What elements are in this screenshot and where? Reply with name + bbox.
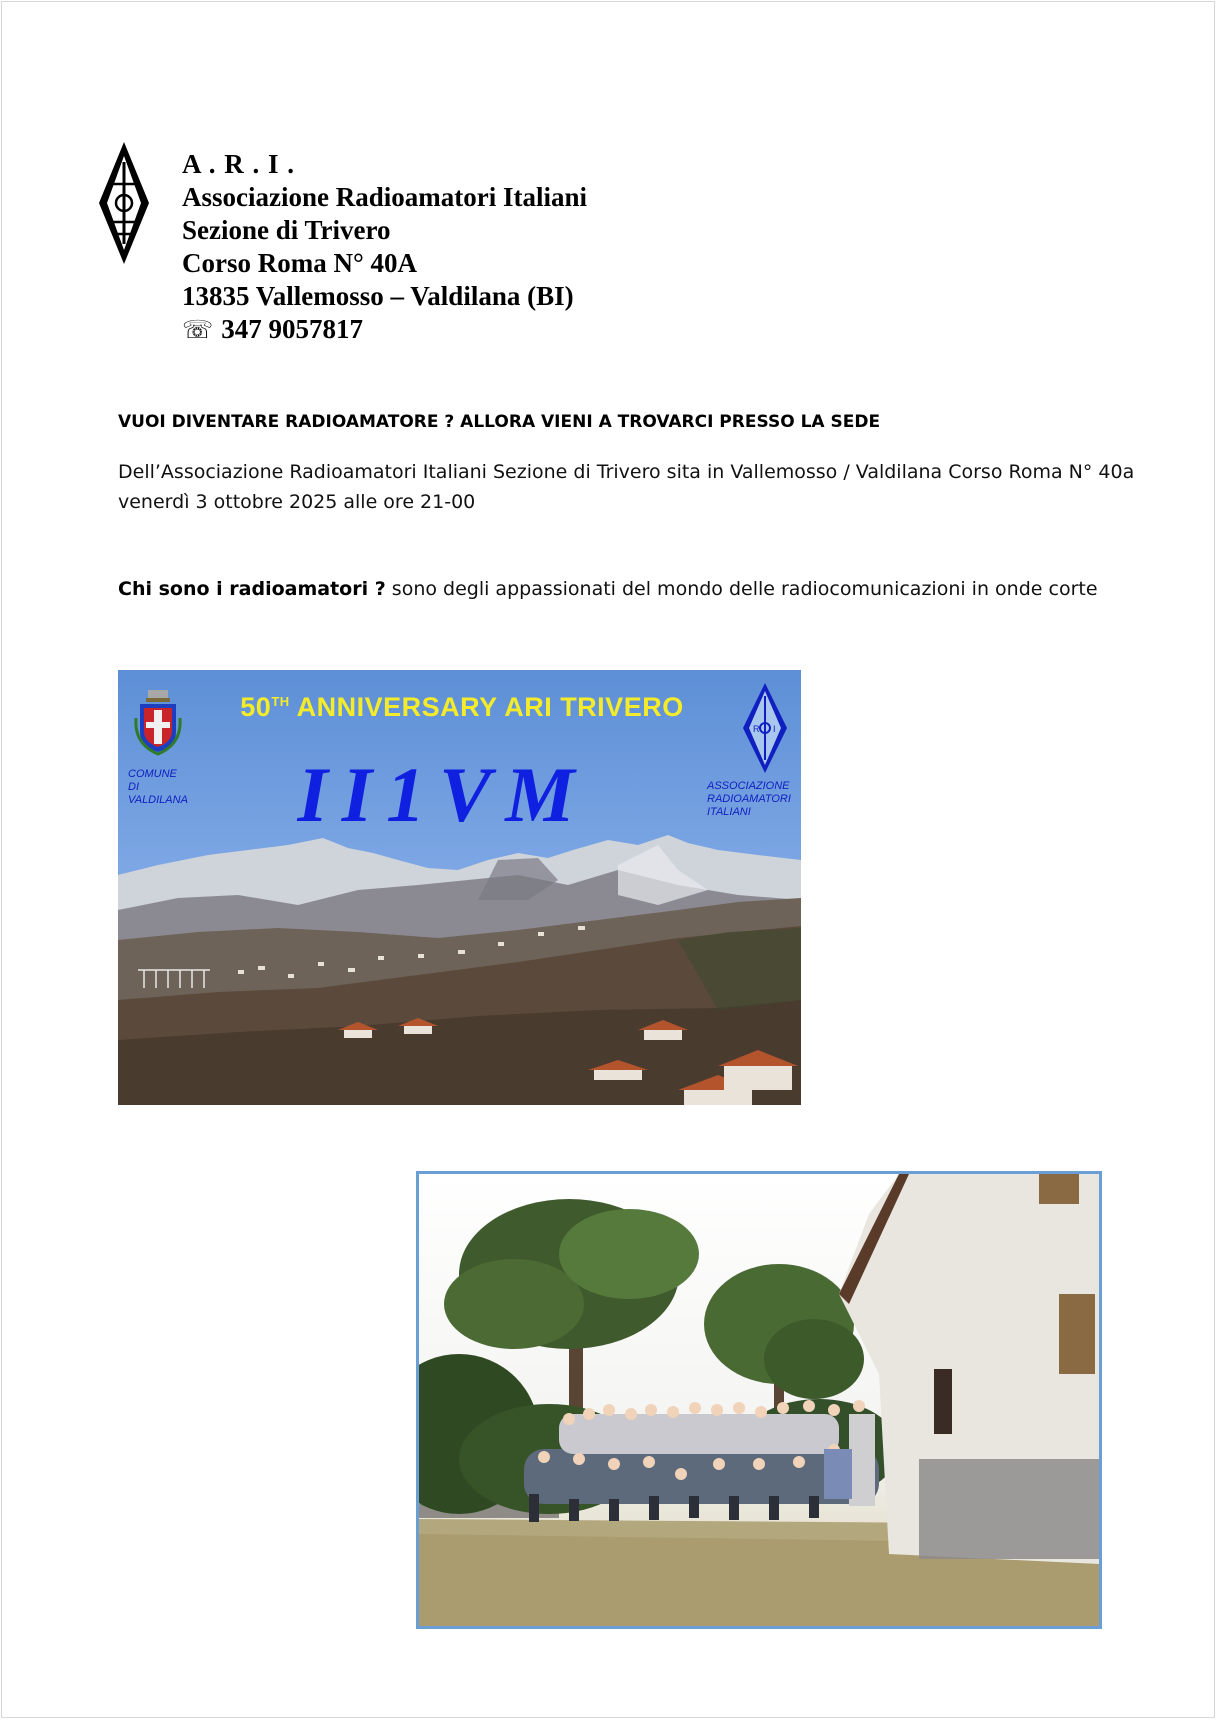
people-group	[524, 1400, 879, 1522]
qsl-title-text: ANNIVERSARY ARI TRIVERO	[289, 692, 684, 722]
invitation-line-1: Dell’Associazione Radioamatori Italiani Sezione di Trivero sita in Vallemosso / Valdilana Corso Roma N° 40a	[118, 461, 1135, 483]
association-label-line-1: ASSOCIAZIONE	[707, 780, 790, 792]
svg-text:R: R	[753, 724, 760, 734]
who-question: Chi sono i radioamatori ?	[118, 578, 386, 600]
comune-label-line-2: DI	[128, 781, 139, 793]
letterhead-phone-line	[182, 313, 587, 346]
document-page	[1, 1, 1215, 1718]
who-answer: sono degli appassionati del mondo delle radiocomunicazioni in onde corte	[385, 578, 1098, 600]
comune-label-line-3: VALDILANA	[128, 794, 188, 806]
ari-diamond-icon	[742, 682, 788, 774]
letterhead-phone: 347 9057817	[221, 314, 364, 344]
qsl-title-number: 50	[240, 692, 272, 722]
letterhead-street: Corso Roma N° 40A	[182, 248, 418, 278]
svg-text:I: I	[773, 724, 776, 734]
telephone-icon: ☏	[182, 315, 214, 344]
qsl-title-suffix: TH	[271, 694, 290, 709]
group-photo	[416, 1171, 1102, 1629]
qsl-callsign: II1VM	[297, 751, 589, 838]
invitation-paragraph	[118, 457, 1135, 517]
comune-label-line-1: COMUNE	[128, 768, 177, 780]
letterhead	[182, 148, 587, 346]
comune-crest-icon	[132, 688, 184, 756]
association-label	[707, 780, 791, 819]
qsl-card-image	[118, 670, 801, 1105]
association-label-line-2: RADIOAMATORI	[707, 793, 791, 805]
association-label-line-3: ITALIANI	[707, 806, 751, 818]
mountain-landscape	[118, 670, 801, 1105]
comune-label	[128, 768, 188, 807]
letterhead-acronym: A . R . I .	[182, 149, 296, 179]
invitation-line-2: venerdì 3 ottobre 2025 alle ore 21-00	[118, 491, 476, 513]
letterhead-association: Associazione Radioamatori Italiani	[182, 182, 587, 212]
who-are-radioamateurs	[118, 578, 1098, 600]
qsl-anniversary-title	[202, 692, 722, 723]
ari-logo	[97, 140, 151, 266]
letterhead-section: Sezione di Trivero	[182, 215, 391, 245]
letterhead-city: 13835 Vallemosso – Valdilana (BI)	[182, 281, 574, 311]
invitation-heading: VUOI DIVENTARE RADIOAMATORE ? ALLORA VIENI A TROVARCI PRESSO LA SEDE	[118, 412, 881, 432]
group-photo-scene	[419, 1174, 1099, 1626]
